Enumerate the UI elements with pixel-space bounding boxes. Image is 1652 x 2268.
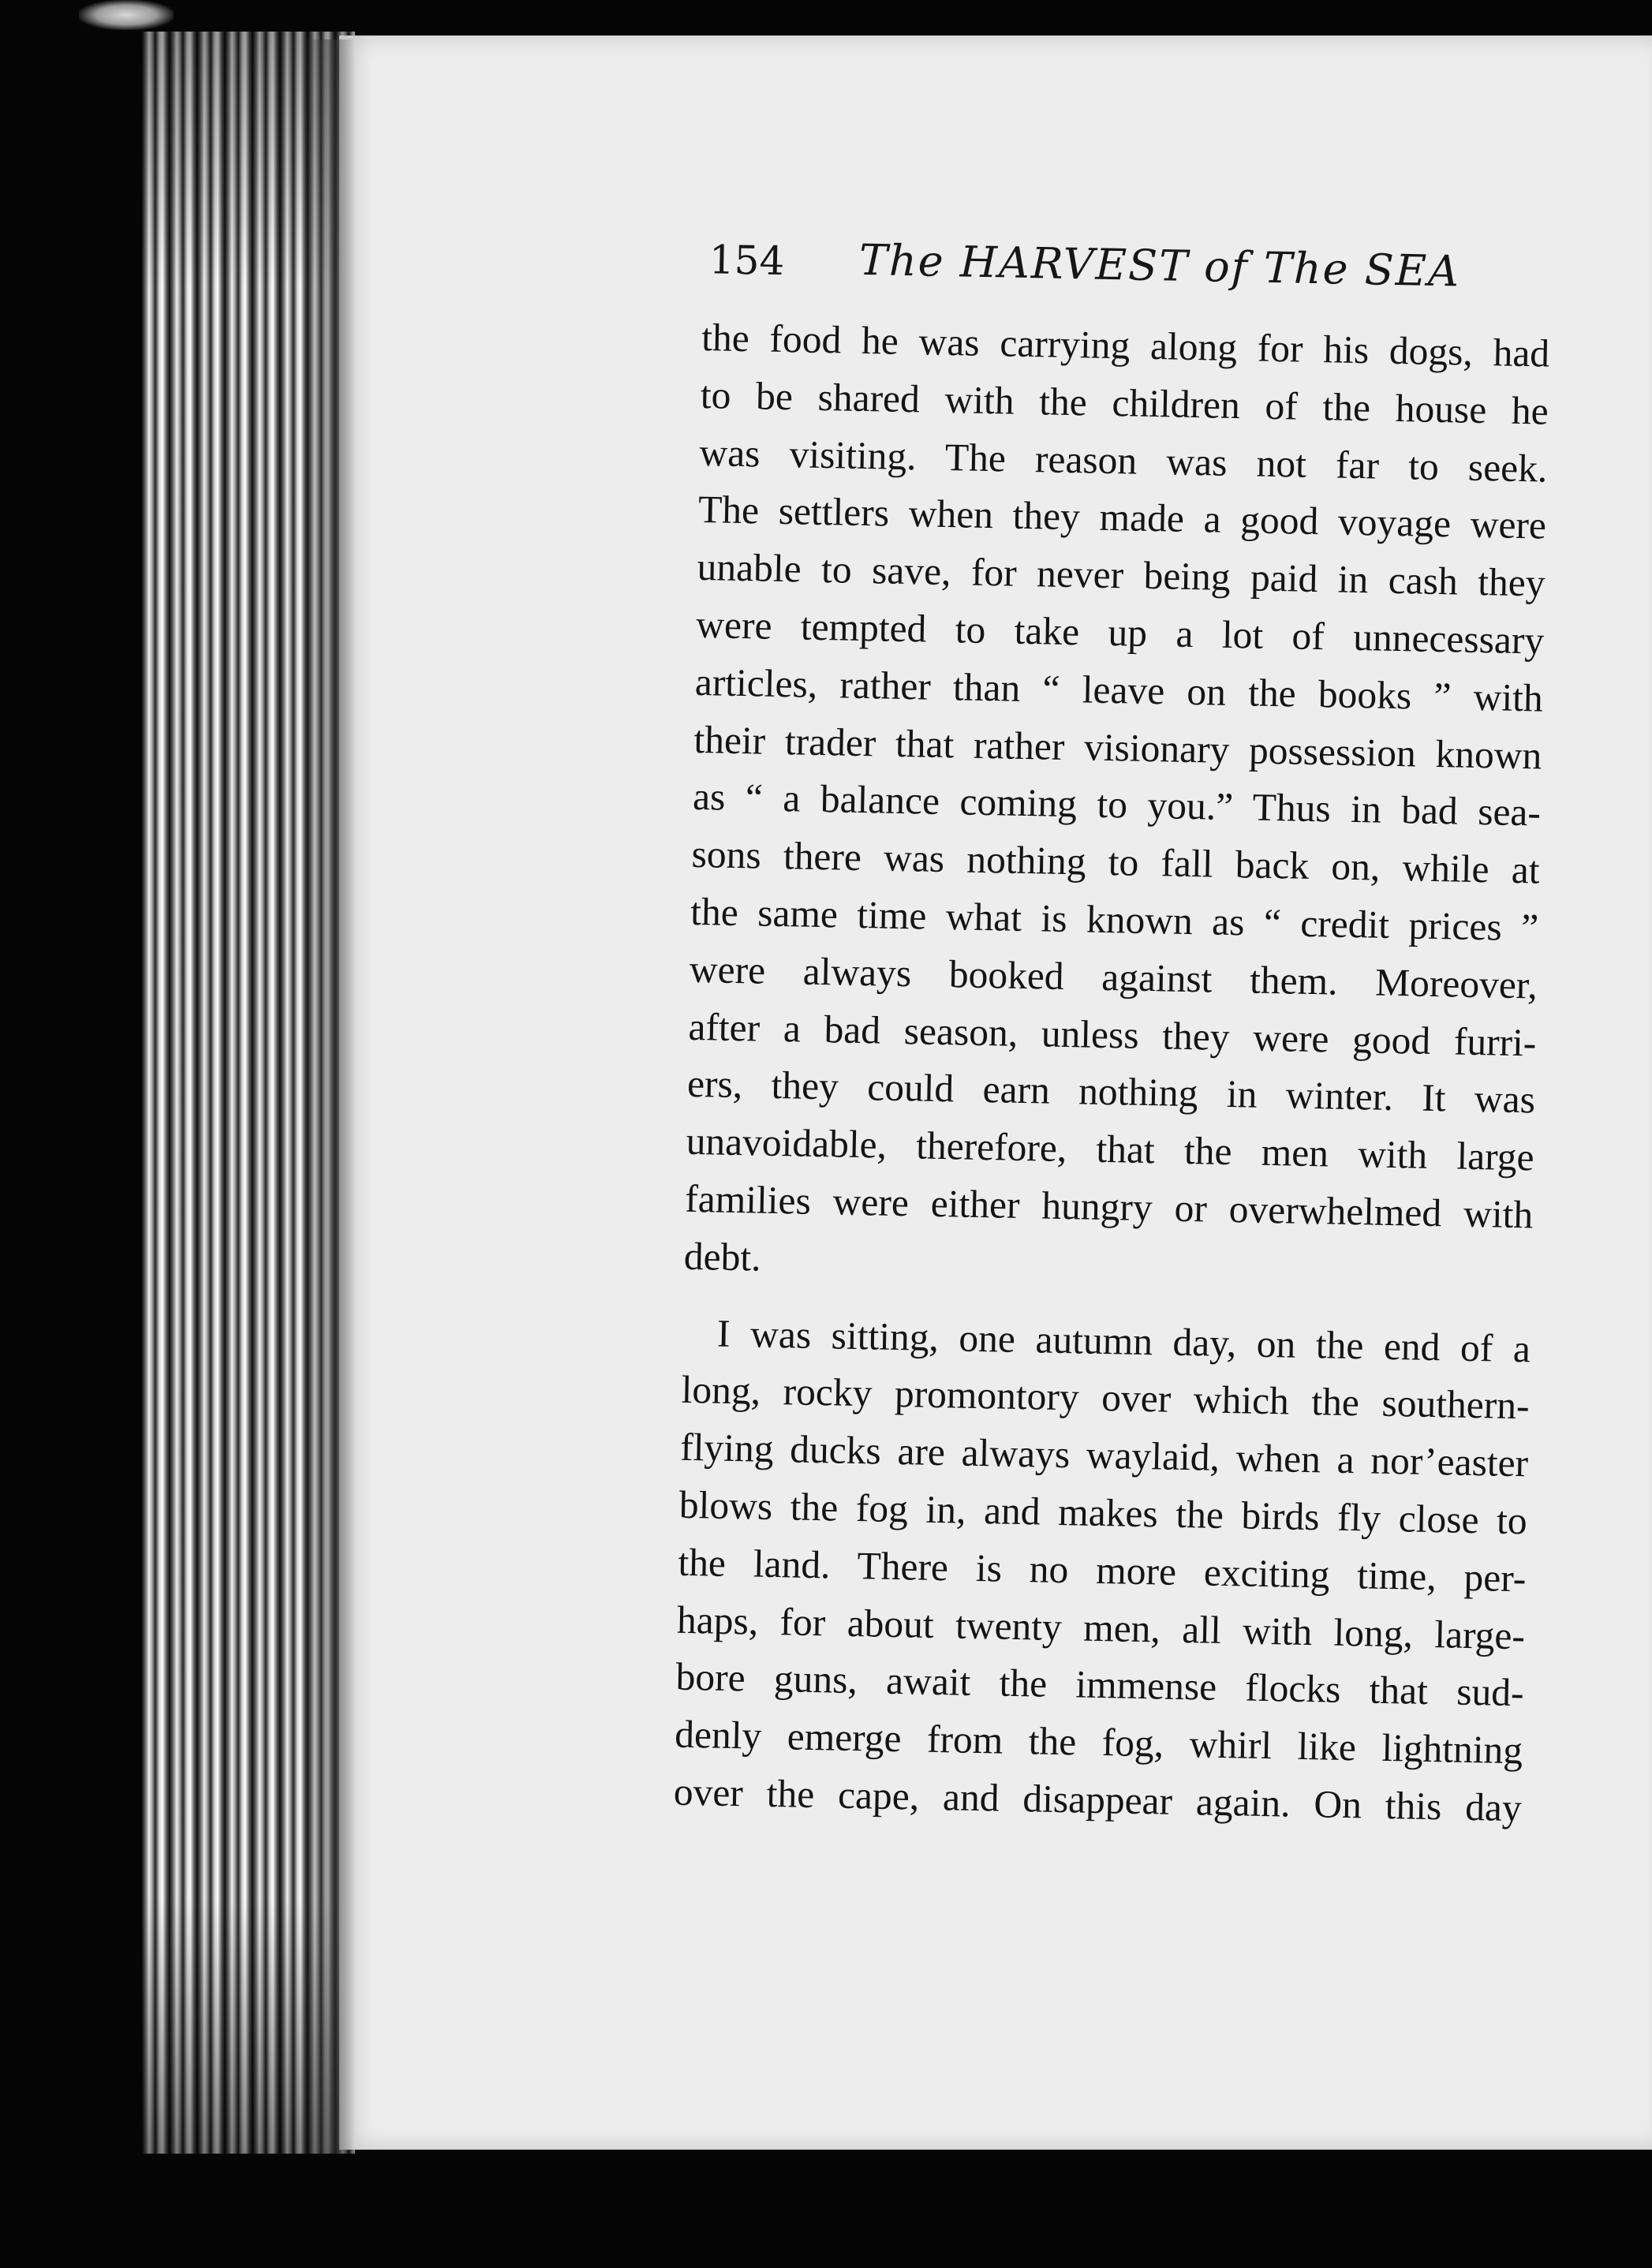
text-line: flying ducks are always waylaid, when a nor’easter	[679, 1425, 1529, 1485]
binding-shadow	[300, 39, 355, 2154]
paragraph	[673, 1304, 1531, 1837]
text-line: sons there was nothing to fall back on, while at	[691, 832, 1541, 892]
scan-corner-mark	[79, 0, 174, 30]
text-line: ers, they could earn nothing in winter. It was	[686, 1062, 1536, 1122]
text-line: the food he was carrying along for his dogs, had	[701, 315, 1550, 376]
running-title: The HARVEST of The SEA	[858, 234, 1461, 297]
text-line: bore guns, await the immense flocks that sud-	[675, 1655, 1525, 1715]
text-line: their trader that rather visionary possession known	[693, 717, 1542, 778]
page-number: 154	[708, 237, 785, 285]
text-line: the land. There is no more exciting time, per-	[677, 1540, 1527, 1601]
text-line: The settlers when they made a good voyage were	[697, 488, 1547, 547]
text-line: were tempted to take up a lot of unnecessary	[695, 602, 1545, 663]
text-line: unavoidable, therefore, that the men with large	[686, 1119, 1535, 1179]
text-line: denly emerge from the fog, whirl like lightning	[674, 1712, 1523, 1773]
text-line: debt.	[683, 1234, 762, 1280]
text-line: I was sitting, one autumn day, on the end of a	[716, 1311, 1531, 1370]
paragraph	[683, 309, 1550, 1302]
text-line: was visiting. The reason was not far to seek.	[698, 430, 1548, 491]
text-line: long, rocky promontory over which the southern-	[681, 1368, 1531, 1428]
body-text	[673, 309, 1550, 1837]
text-line: haps, for about twenty men, all with long, large-	[676, 1597, 1526, 1657]
text-line: were always booked against them. Moreover,	[689, 947, 1538, 1007]
text-line: families were either hungry or overwhelmed with	[684, 1176, 1534, 1237]
text-line: blows the fog in, and makes the birds fly close to	[678, 1482, 1528, 1543]
text-line: the same time what is known as “ credit prices ”	[690, 889, 1539, 950]
text-line: unable to save, for never being paid in cash they	[697, 545, 1546, 605]
text-line: articles, rather than “ leave on the books ” with	[694, 659, 1544, 720]
text-line: to be shared with the children of the house he	[700, 372, 1549, 433]
text-line: as “ a balance coming to you.” Thus in bad sea-	[692, 775, 1542, 835]
text-line: over the cape, and disappear again. On this day	[673, 1769, 1523, 1830]
text-line: after a bad season, unless they were good furri-	[688, 1004, 1537, 1065]
